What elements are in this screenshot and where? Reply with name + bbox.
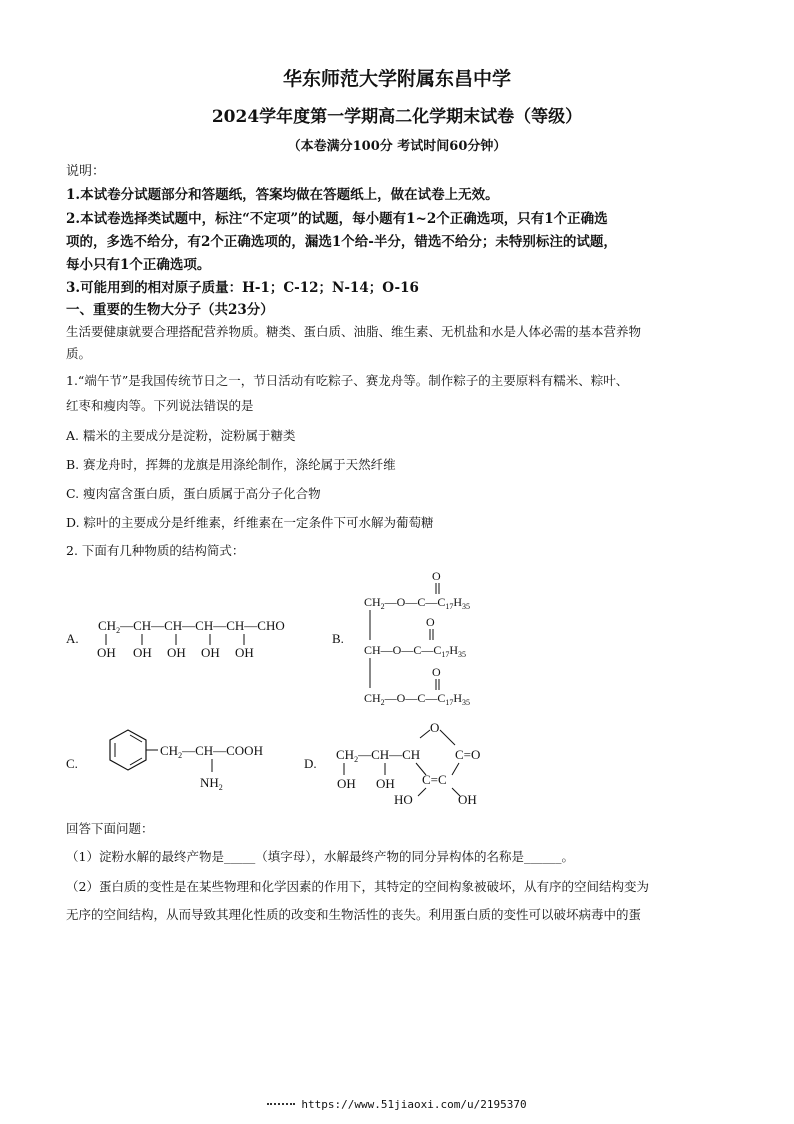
svg-text:OH: OH <box>235 645 254 660</box>
label-b: B. <box>332 631 344 646</box>
svg-text:HO: HO <box>394 792 413 807</box>
instruction-2-line-1: 2.本试卷选择类试题中，标注“不定项”的试题，每小题有1~2个正确选项，只有1个正确选 <box>66 211 608 227</box>
svg-text:OH: OH <box>201 645 220 660</box>
svg-text:O: O <box>430 720 440 735</box>
label-d: D. <box>304 756 317 771</box>
q1-option-a: A. 糯米的主要成分是淀粉，淀粉属于糖类 <box>66 428 296 443</box>
label-c: C. <box>66 756 78 771</box>
q1-stem-line-2: 红枣和瘦肉等。下列说法错误的是 <box>66 398 254 413</box>
svg-text:OH: OH <box>458 792 477 807</box>
svg-text:OH: OH <box>133 645 152 660</box>
footer <box>0 1098 794 1111</box>
svg-text:O: O <box>432 569 441 583</box>
exam-meta: （本卷满分100分 考试时间60分钟） <box>287 139 507 154</box>
q1-stem-line-1: 1.“端午节”是我国传统节日之一，节日活动有吃粽子、赛龙舟等。制作粽子的主要原料有糯米、粽叶、 <box>66 373 629 388</box>
svg-text:O: O <box>426 615 435 629</box>
svg-text:OH: OH <box>97 645 116 660</box>
q2-sub-2-line-1: （2）蛋白质的变性是在某些物理和化学因素的作用下，其特定的空间构象被破坏，从有序的空间结构变为 <box>66 879 649 894</box>
svg-text:CH—O—C—C17H35: $CH—O—C—C_{17}H_{35}$ <box>364 643 467 659</box>
svg-text:CH2—CH—CH—CH—CH—CHO: $CH_2—CH—CH—CH—CH—CHO$ <box>98 618 285 635</box>
svg-text:CH2—CH—CH: $CH_2—CH—CH$ <box>336 747 421 764</box>
instruction-1: 1.本试卷分试题部分和答题纸，答案均做在答题纸上，做在试卷上无效。 <box>66 187 499 203</box>
section-heading: 一、重要的生物大分子（共23分） <box>66 302 274 318</box>
school-name: 华东师范大学附属东昌中学 <box>282 68 511 90</box>
footer-url[interactable]: https://www.51jiaoxi.com/u/2195370 <box>301 1098 527 1111</box>
answer-prompt: 回答下面问题： <box>66 821 154 836</box>
footer-mark <box>267 1103 295 1108</box>
q2-sub-1: （1）淀粉水解的最终产物是_____（填字母），水解最终产物的同分异构体的名称是______。 <box>66 849 574 864</box>
q1-option-c: C. 瘦肉富含蛋白质，蛋白质属于高分子化合物 <box>66 486 321 501</box>
svg-text:NH2: $NH_2$ <box>200 775 223 792</box>
q1-option-d: D. 粽叶的主要成分是纤维素，纤维素在一定条件下可水解为葡萄糖 <box>66 515 434 530</box>
exam-title: 2024学年度第一学期高二化学期末试卷（等级） <box>211 107 583 127</box>
instruction-3: 3.可能用到的相对原子质量：H-1；C-12；N-14；O-16 <box>66 280 419 296</box>
structure-d <box>336 720 480 807</box>
q2-stem: 2. 下面有几种物质的结构简式： <box>66 543 245 558</box>
q1-option-b: B. 赛龙舟时，挥舞的龙旗是用涤纶制作，涤纶属于天然纤维 <box>66 457 396 472</box>
label-a: A. <box>66 631 79 646</box>
structures-figure <box>60 560 740 820</box>
svg-text:CH2—CH—COOH: $CH_2—CH—COOH$ <box>160 743 263 760</box>
structure-a <box>97 618 285 660</box>
svg-text:O: O <box>432 665 441 679</box>
instructions-heading: 说明： <box>66 164 106 179</box>
structure-c <box>110 730 263 792</box>
svg-text:OH: OH <box>376 776 395 791</box>
svg-text:C=O: C=O <box>455 747 481 762</box>
svg-text:CH2—O—C—C17H35: $CH_2—O—C—C_{17}H_{35}$ <box>364 595 471 611</box>
section-intro-line-2: 质。 <box>66 346 92 361</box>
instruction-2-line-2: 项的，多选不给分，有2个正确选项的，漏选1个给-半分，错选不给分；未特别标注的试题， <box>66 234 617 250</box>
q2-sub-2-line-2: 无序的空间结构，从而导致其理化性质的改变和生物活性的丧失。利用蛋白质的变性可以破坏病毒中的蛋 <box>66 907 642 922</box>
svg-text:C=C: C=C <box>422 772 447 787</box>
svg-text:OH: OH <box>337 776 356 791</box>
structure-b <box>364 569 470 707</box>
svg-text:OH: OH <box>167 645 186 660</box>
svg-text:CH2—O—C—C17H35: $CH_2—O—C—C_{17}H_{35}$ <box>364 691 471 707</box>
section-intro-line-1: 生活要健康就要合理搭配营养物质。糖类、蛋白质、油脂、维生素、无机盐和水是人体必需的基本营养物 <box>66 324 642 339</box>
instruction-2-line-3: 每小只有1个正确选项。 <box>66 257 211 273</box>
